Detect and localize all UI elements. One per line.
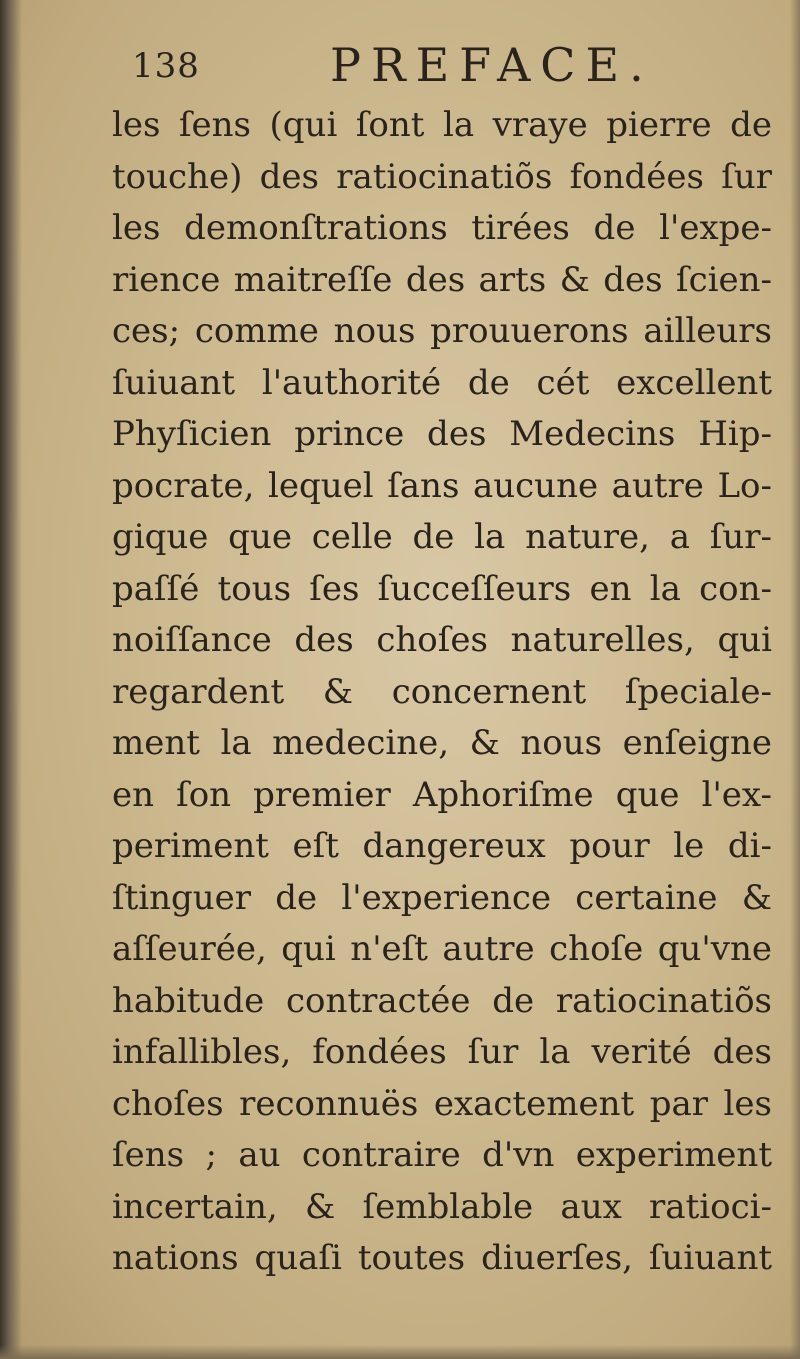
text-line: en ſon premier Aphoriſme que l'ex- [112, 774, 772, 815]
text-line: ſtinguer de l'experience certaine & [112, 877, 772, 918]
text-line: rience maitreſſe des arts & des ſcien- [112, 259, 772, 300]
text-line: touche) des ratiocinatiõs fondées ſur [112, 156, 772, 197]
text-line: gique que celle de la nature, a ſur- [112, 517, 772, 557]
text-line: ment la medecine, & nous enſeigne [112, 723, 772, 763]
page-edge-bottom [0, 1345, 800, 1359]
page-edge-right [790, 0, 800, 1359]
page-header [132, 38, 760, 94]
text-line: pocrate, lequel ſans aucune autre Lo- [112, 465, 772, 506]
text-line: ſens ; au contraire d'vn experiment [112, 1135, 772, 1175]
text-line: ſuiuant l'authorité de cét excellent [112, 362, 772, 403]
text-line: les demonſtrations tirées de l'expe- [112, 208, 772, 248]
text-line: les ſens (qui ſont la vraye pierre de [112, 105, 772, 145]
text-line: nations quaſi toutes diuerſes, ſuiuant [112, 1238, 772, 1278]
running-title: PREFACE. [330, 38, 654, 92]
text-line: periment eſt dangereux pour le di- [112, 826, 772, 866]
text-line: regardent & concernent ſpeciale- [112, 671, 772, 712]
text-line: choſes reconnuës exactement par les [112, 1083, 772, 1124]
text-line: Phyſicien prince des Medecins Hip- [112, 414, 772, 454]
body-text [112, 100, 772, 1285]
text-line: incertain, & ſemblable aux ratioci- [112, 1186, 772, 1227]
text-line: infallibles, fondées ſur la verité des [112, 1032, 772, 1072]
gutter-shadow [0, 0, 22, 1359]
text-line: ces; comme nous prouuerons ailleurs [112, 311, 772, 351]
text-line: noiſſance des choſes naturelles, qui [112, 620, 772, 660]
text-line: paſſé tous ſes ſucceſſeurs en la con- [112, 568, 772, 609]
text-line: habitude contractée de ratiocinatiõs [112, 980, 772, 1021]
text-line: aſſeurée, qui n'eſt autre choſe qu'vne [112, 929, 772, 969]
page-number: 138 [132, 46, 200, 86]
